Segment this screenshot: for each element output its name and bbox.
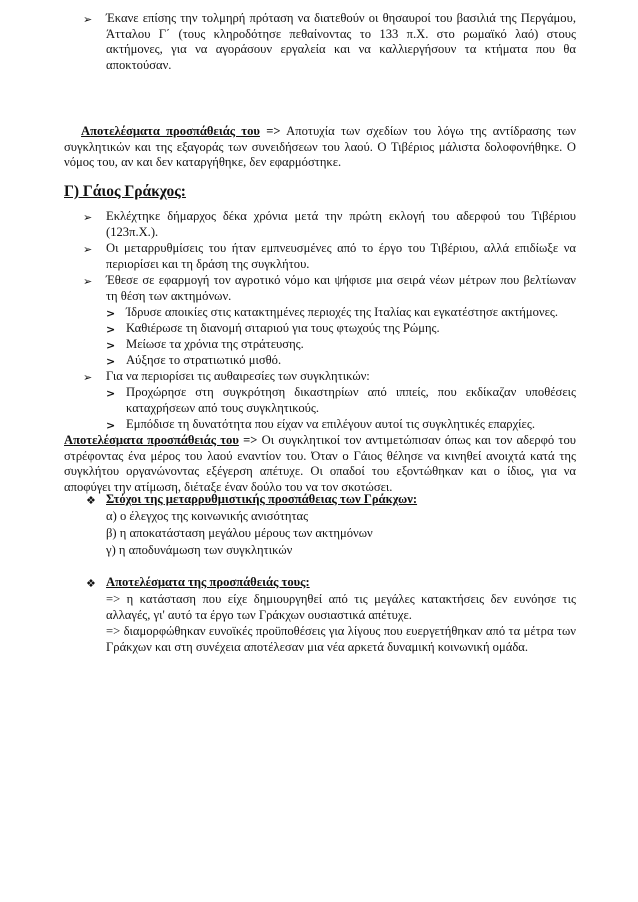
agrarian-subitem-3: Μείωσε τα χρόνια της στράτευσης. — [126, 337, 304, 351]
arrow-bullet-icon: ➢ — [83, 243, 93, 256]
gaius-bullet-2: Οι μεταρρυθμίσεις του ήταν εμπνευσμένες από το έργο του Τιβέριου, αλλά επιδίωξε να περιορίσει και τη δράση της συγκλήτου. — [106, 241, 576, 271]
goals-title: Στόχοι της μεταρρυθμιστικής προσπάθειας των Γράκχων: — [106, 492, 418, 506]
agrarian-subitem-4: Αύξησε το στρατιωτικό μισθό. — [126, 353, 282, 367]
tiberius-results-paragraph — [64, 124, 576, 171]
gaius-heading: Γ) Γάιος Γράκχος: — [64, 183, 186, 200]
gaius-results-arrow: => — [243, 433, 258, 447]
goals-item-c: γ) η αποδυνάμωση των συγκλητικών — [106, 543, 293, 557]
outcomes-title: Αποτελέσματα της προσπάθειάς τους: — [106, 575, 310, 589]
tiberius-results-arrow: => — [266, 124, 281, 138]
chevron-right-icon: > — [106, 387, 116, 400]
gaius-bullet-3: Έθεσε σε εφαρμογή τον αγροτικό νόμο και ψήφισε μια σειρά νέων μέτρων που βελτίωναν τη θέση των ακτημόνων. — [106, 273, 576, 303]
agrarian-subitem-1: Ίδρυσε αποικίες στις κατακτημένες περιοχές της Ιταλίας και εγκατέστησε ακτήμονες. — [126, 305, 558, 319]
tiberius-results-text: Αποτυχία των σχεδίων του λόγω της αντίδρασης των συγκλητικών και της εξαγοράς των συνειδήσεων του λαού. Ο Τιβέριος μάλιστα δολοφονήθηκε. Ο νόμος του, αν και δεν καταργήθηκε, δεν εφαρμόστηκε. — [64, 124, 576, 170]
arrow-bullet-icon: ➢ — [83, 211, 93, 224]
tiberius-results-label: Αποτελέσματα προσπάθειάς του — [81, 124, 260, 138]
senate-subitem-1: Προχώρησε στη συγκρότηση δικαστηρίων από ιππείς, που εκδίκαζαν υποθέσεις καταχρήσεων από τους συγκλητικούς. — [126, 385, 576, 415]
senate-bullet: Για να περιορίσει τις αυθαιρεσίες των συγκλητικών: — [106, 369, 370, 383]
intro-bullet-text: Έκανε επίσης την τολμηρή πρόταση να διατεθούν οι θησαυροί του βασιλιά της Περγάμου, Άτταλου Γ΄ (τους κληροδότησε πεθαίνοντας το 133 π.Χ. στο ρωμαϊκό λαό) στους ακτήμονες, για να αγοράσουν εργαλεία και να καλλιεργήσουν τα κτήματα που θα αποκτούσαν. — [106, 11, 576, 72]
outcomes-item-1: => η κατάσταση που είχε δημιουργηθεί από τις μεγάλες κατακτήσεις δεν ευνόησε τις αλλαγές, γι' αυτό τα έργο των Γράκχων ουσιαστικά απέτυχε. — [106, 592, 576, 622]
arrow-bullet-icon: ➢ — [83, 275, 93, 288]
chevron-right-icon: > — [106, 339, 116, 352]
chevron-right-icon: > — [106, 307, 116, 320]
agrarian-subitem-2: Καθιέρωσε τη διανομή σιταριού για τους φτωχούς της Ρώμης. — [126, 321, 440, 335]
chevron-right-icon: > — [106, 419, 116, 432]
senate-subitem-2: Εμπόδισε τη δυνατότητα που είχαν να επιλέγουν αυτοί τις συγκλητικές επαρχίες. — [126, 417, 535, 431]
goals-item-a: α) ο έλεγχος της κοινωνικής ανισότητας — [106, 509, 309, 523]
gaius-results-label: Αποτελέσματα προσπάθειάς του — [64, 433, 239, 447]
arrow-bullet-icon: ➢ — [83, 13, 93, 26]
gaius-bullet-1: Εκλέχτηκε δήμαρχος δέκα χρόνια μετά την πρώτη εκλογή του αδερφού του Τιβέριου (123π.Χ.). — [106, 209, 576, 239]
diamond-bullet-icon: ❖ — [86, 494, 96, 507]
outcomes-item-2: => διαμορφώθηκαν ευνοϊκές προϋποθέσεις για λίγους που ευεργετήθηκαν από τα μέτρα των Γράκχων και στη συνέχεια αποτέλεσαν μια νέα αρκετά δυναμική κοινωνική ομάδα. — [106, 624, 576, 654]
diamond-bullet-icon: ❖ — [86, 577, 96, 590]
gaius-results-paragraph — [64, 433, 576, 495]
chevron-right-icon: > — [106, 323, 116, 336]
gaius-results-text: Οι συγκλητικοί τον αντιμετώπισαν όπως και τον αδερφό του στρέφοντας ένα μέρος του λαού εναντίον του. Όταν ο Γάιος θέλησε να κινηθεί ανοιχτά κατά της συγκλήτου οργανώνοντας εξέγερση απέτυχε. Οι οπαδοί του εξοντώθηκαν και ο ίδιος, για να αποφύγει την ατίμωση, διέταξε έναν δούλο του να τον σκοτώσει. — [64, 433, 577, 494]
goals-item-b: β) η αποκατάσταση μεγάλου μέρους των ακτημόνων — [106, 526, 373, 540]
arrow-bullet-icon: ➢ — [83, 371, 93, 384]
chevron-right-icon: > — [106, 355, 116, 368]
